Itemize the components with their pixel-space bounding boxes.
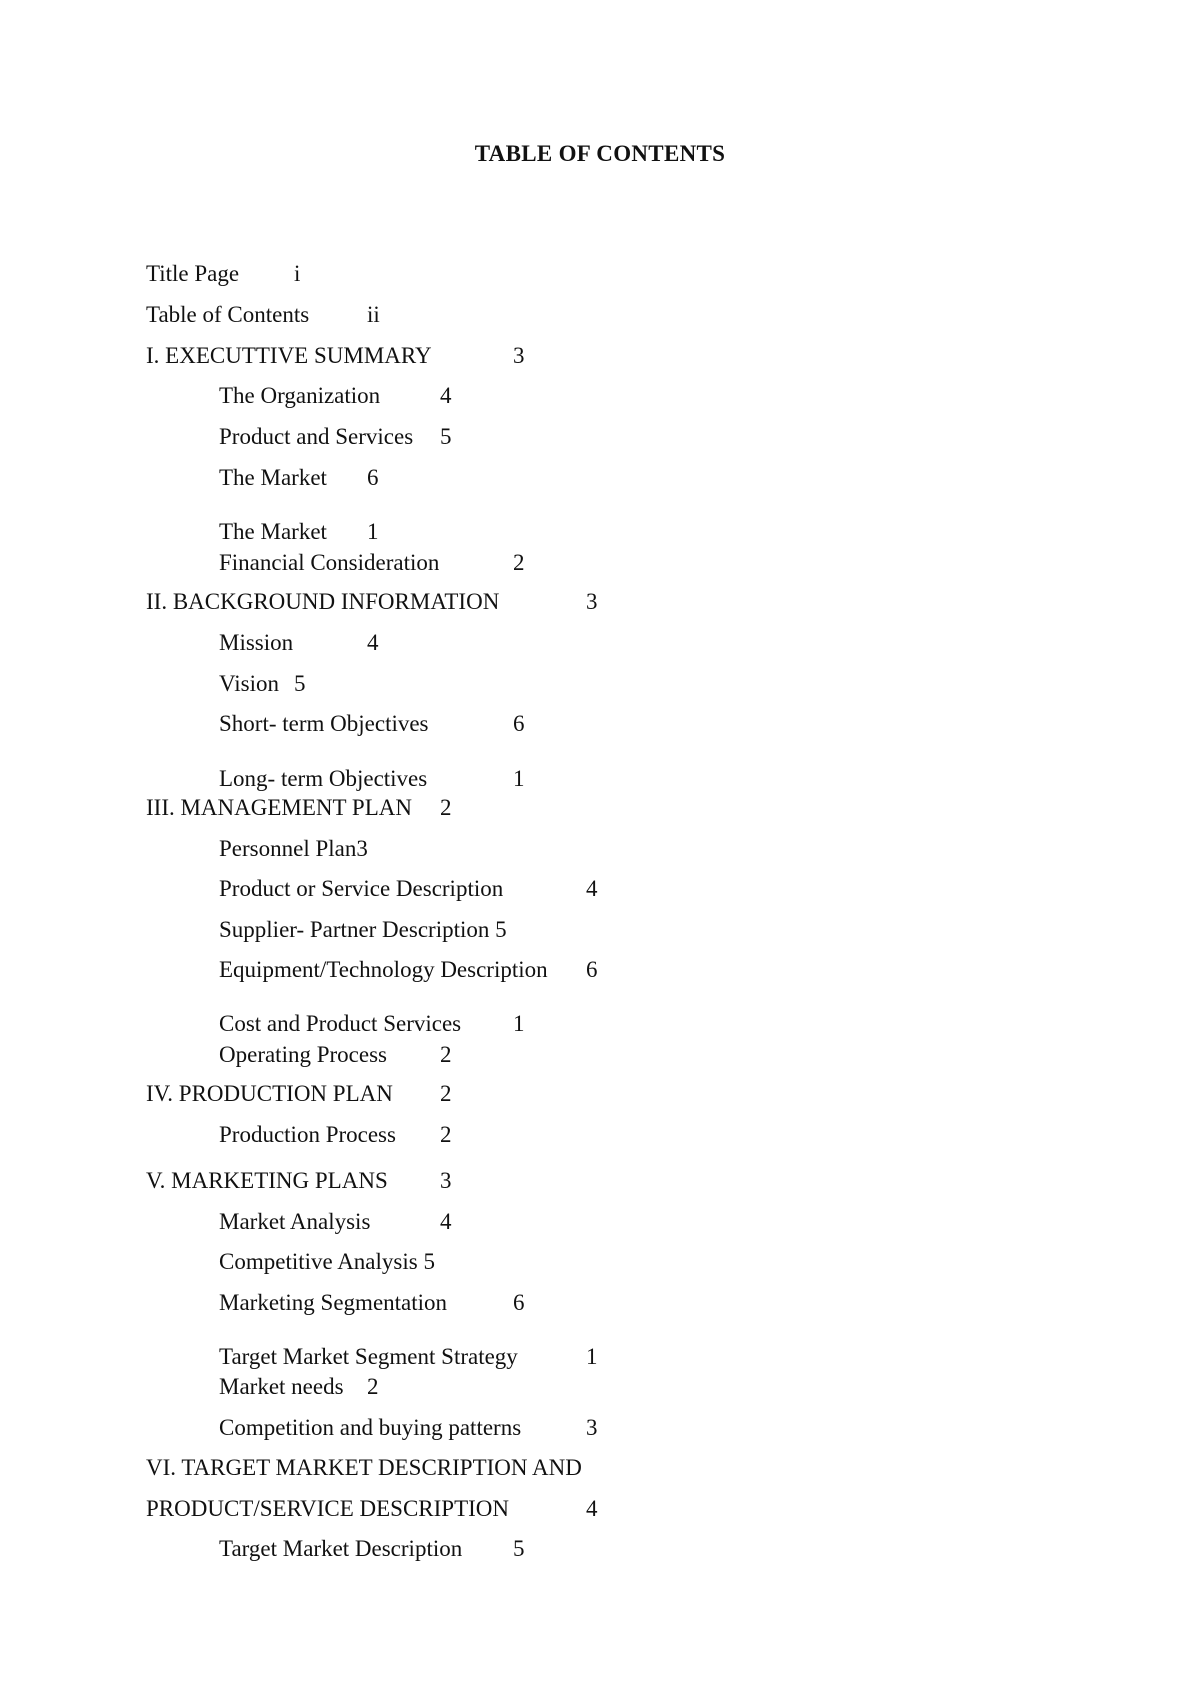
- toc-entry-label: Target Market Segment Strategy: [219, 1344, 518, 1369]
- toc-entry-label: Title Page: [146, 261, 240, 286]
- toc-entry: [146, 344, 432, 367]
- toc-entry-page: 2: [440, 1042, 452, 1067]
- toc-entry-label: Supplier- Partner Description: [219, 917, 490, 942]
- toc-entry: [219, 767, 427, 790]
- toc-entry-page: 5: [423, 1249, 435, 1274]
- toc-entry: [219, 1345, 518, 1368]
- toc-entry-label: Operating Process: [219, 1042, 387, 1067]
- toc-entry: [146, 1456, 582, 1479]
- toc-entry-page: 3: [586, 589, 598, 614]
- toc-entry-page: 5: [495, 917, 507, 942]
- toc-entry-label: Market Analysis: [219, 1209, 371, 1234]
- toc-entry: [219, 1123, 396, 1146]
- toc-entry-page: 2: [513, 550, 525, 575]
- toc-entry-label: Personnel Plan: [219, 836, 357, 861]
- toc-entry: [219, 466, 327, 489]
- toc-entry: [219, 551, 439, 574]
- toc-entry-label: Market needs: [219, 1374, 344, 1399]
- toc-entry-page: 3: [513, 343, 525, 368]
- toc-entry-label: Marketing Segmentation: [219, 1290, 448, 1315]
- toc-entry: [146, 1497, 509, 1520]
- toc-entry-label: II. BACKGROUND INFORMATION: [146, 589, 500, 614]
- toc-entry-label: Table of Contents: [146, 302, 310, 327]
- toc-entry-label: Target Market Description: [219, 1536, 463, 1561]
- toc-entry-label: Production Process: [219, 1122, 396, 1147]
- toc-entry-page: 3: [586, 1415, 598, 1440]
- toc-entry-label: Competition and buying patterns: [219, 1415, 522, 1440]
- toc-entry: [219, 837, 368, 860]
- toc-entry-page: 2: [440, 1081, 452, 1106]
- toc-entry-label: Financial Consideration: [219, 550, 440, 575]
- toc-entry-page: 2: [440, 1122, 452, 1147]
- toc-entry: [146, 796, 412, 819]
- toc-entry-label: The Market: [219, 465, 327, 490]
- toc-entry-label: Product and Services: [219, 424, 414, 449]
- toc-entry-label: III. MANAGEMENT PLAN: [146, 795, 412, 820]
- toc-entry: [146, 1169, 388, 1192]
- toc-entry-label: Product or Service Description: [219, 876, 504, 901]
- toc-entry: [219, 1375, 344, 1398]
- toc-entry-page: 4: [586, 876, 598, 901]
- toc-entry-page: 4: [367, 630, 379, 655]
- toc-entry-page: 6: [513, 711, 525, 736]
- toc-entry: [219, 958, 548, 981]
- toc-entry: [219, 1416, 521, 1439]
- toc-entry-page: 1: [586, 1344, 598, 1369]
- toc-entry-page: 4: [440, 1209, 452, 1234]
- toc-entry-page: 3: [356, 836, 368, 861]
- toc-entry: [219, 1210, 370, 1233]
- toc-entry: [146, 262, 239, 285]
- toc-entry-page: 3: [440, 1168, 452, 1193]
- toc-entry-page: 1: [513, 766, 525, 791]
- toc-entry: [219, 1043, 387, 1066]
- toc-entry: [219, 520, 327, 543]
- toc-entry-label: PRODUCT/SERVICE DESCRIPTION: [146, 1496, 510, 1521]
- toc-entry-label: V. MARKETING PLANS: [146, 1168, 388, 1193]
- toc-entry: [219, 425, 413, 448]
- toc-entry-page: 6: [586, 957, 598, 982]
- toc-entry: [219, 877, 503, 900]
- toc-entry: [219, 631, 293, 654]
- toc-title: TABLE OF CONTENTS: [474, 141, 726, 166]
- toc-entry-page: 1: [513, 1011, 525, 1036]
- toc-entry-label: The Organization: [219, 383, 381, 408]
- toc-entry: [219, 918, 507, 941]
- toc-entry-page: 5: [440, 424, 452, 449]
- toc-entry-page: 1: [367, 519, 379, 544]
- toc-entry-label: Long- term Objectives: [219, 766, 428, 791]
- toc-entry: [146, 1082, 393, 1105]
- toc-entry-page: 5: [513, 1536, 525, 1561]
- toc-entry-page: 4: [586, 1496, 598, 1521]
- toc-entry: [219, 384, 380, 407]
- toc-entry-label: The Market: [219, 519, 327, 544]
- toc-entry: [219, 672, 279, 695]
- toc-entry-label: I. EXECUTTIVE SUMMARY: [146, 343, 432, 368]
- toc-entry-page: 4: [440, 383, 452, 408]
- toc-entry-page: ii: [367, 302, 380, 327]
- toc-entry-page: i: [294, 261, 301, 286]
- toc-entry: [219, 1012, 461, 1035]
- toc-entry-label: Vision: [219, 671, 279, 696]
- toc-entry-page: 2: [367, 1374, 379, 1399]
- toc-entry-label: Mission: [219, 630, 294, 655]
- toc-entry: [219, 1250, 435, 1273]
- toc-entry-page: 5: [294, 671, 306, 696]
- toc-entry-page: 6: [367, 465, 379, 490]
- toc-entry: [219, 1537, 462, 1560]
- toc-entry-label: Short- term Objectives: [219, 711, 429, 736]
- toc-entry: [146, 303, 309, 326]
- toc-entry: [219, 712, 429, 735]
- toc-entry: [146, 590, 499, 613]
- toc-entry-page: 2: [440, 795, 452, 820]
- toc-entry-label: Cost and Product Services: [219, 1011, 462, 1036]
- toc-entry-label: VI. TARGET MARKET DESCRIPTION AND: [146, 1455, 582, 1480]
- toc-entry-label: Competitive Analysis: [219, 1249, 418, 1274]
- toc-entry-label: IV. PRODUCTION PLAN: [146, 1081, 393, 1106]
- toc-entry-label: Equipment/Technology Description: [219, 957, 548, 982]
- toc-entry: [219, 1291, 447, 1314]
- toc-entry-page: 6: [513, 1290, 525, 1315]
